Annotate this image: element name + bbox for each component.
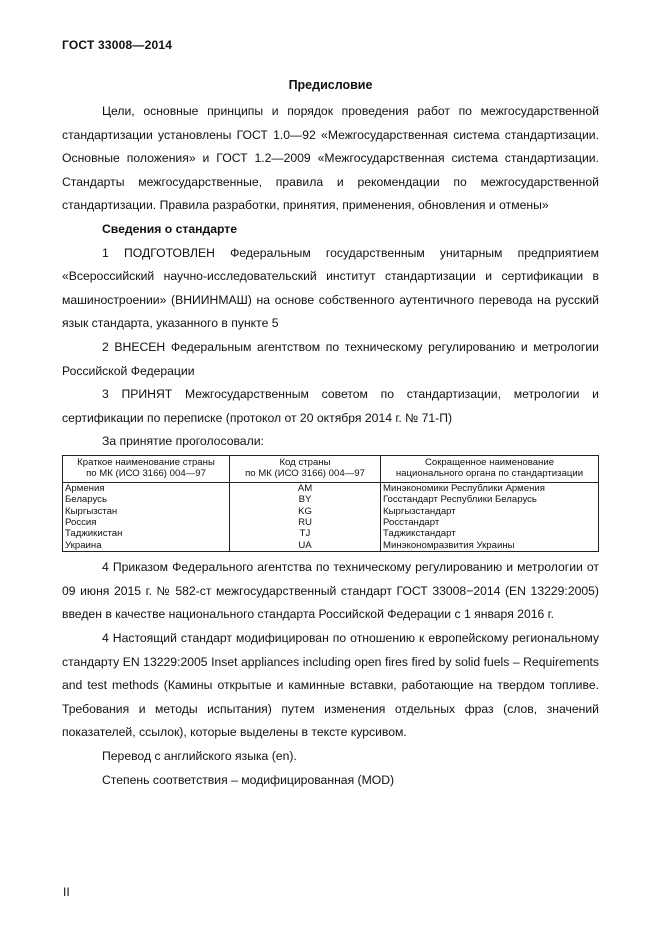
intro-paragraph: Цели, основные принципы и порядок проведения работ по межгосударственной стандартизации установлены ГОСТ 1.0—92 «Межгосударственная система стандартизации. Основные положения» и ГОСТ 1.2—2009 «Межгосударственная система стандартизации. Стандарты межгосударственные, правила и рекомендации по межгосударственной стандартизации. Правила разработки, принятия, применения, обновления и отмены» xyxy=(62,104,599,213)
country-cell: Украина xyxy=(63,540,230,552)
document-header: ГОСТ 33008—2014 xyxy=(62,38,173,52)
table-header-row xyxy=(63,455,599,482)
header-line: Сокращенное наименование xyxy=(424,456,555,468)
header-line: Код страны xyxy=(279,456,331,468)
code-cell: TJ xyxy=(230,528,381,539)
country-cell: Россия xyxy=(63,517,230,528)
table-header-code xyxy=(230,455,381,482)
translation-note: Перевод с английского языка (en). xyxy=(102,748,297,763)
voted-label: За принятие проголосовали: xyxy=(102,434,264,449)
voting-table xyxy=(62,455,599,552)
section-subheading: Сведения о стандарте xyxy=(102,221,238,236)
country-cell: Кыргызстан xyxy=(63,506,230,517)
agency-cell: Таджикстандарт xyxy=(381,528,599,539)
agency-cell: Минэкономразвития Украины xyxy=(381,540,599,552)
agency-cell: Минэкономики Республики Армения xyxy=(381,482,599,494)
table-row xyxy=(63,494,599,505)
header-line: по МК (ИСО 3166) 004—97 xyxy=(86,468,206,480)
header-line: по МК (ИСО 3166) 004—97 xyxy=(245,468,365,480)
paragraph-4: 4 Приказом Федерального агентства по техническому регулированию и метрологии от 09 июня 2015 г. № 582-ст межгосударственный стандарт ГОСТ 33008−2014 (EN 13229:2005) введен в качестве национального стандарта Российской Федерации с 1 января 2016 г. xyxy=(62,560,599,622)
country-cell: Армения xyxy=(63,482,230,494)
table-row xyxy=(63,517,599,528)
agency-cell: Росстандарт xyxy=(381,517,599,528)
code-cell: AM xyxy=(230,482,381,494)
header-line: национального органа по стандартизации xyxy=(395,468,584,480)
header-line: Краткое наименование страны xyxy=(77,456,215,468)
table-header-body xyxy=(381,455,599,482)
agency-cell: Госстандарт Республики Беларусь xyxy=(381,494,599,505)
document-body xyxy=(62,100,599,792)
code-cell: UA xyxy=(230,540,381,552)
agency-cell: Кыргызстандарт xyxy=(381,506,599,517)
conformity-degree: Степень соответствия – модифицированная (MOD) xyxy=(102,772,395,787)
table-row xyxy=(63,540,599,552)
code-cell: KG xyxy=(230,506,381,517)
paragraph-5: 4 Настоящий стандарт модифицирован по отношению к европейскому региональному стандарту EN 13229:2005 Inset appliances including open fires fired by solid fuels – Requirements and test methods (Камины открытые и каминные вставки, работающие на твердом топливе. Требования и методы испытания) путем изменения отдельных фраз (слов, значений показателей, ссылок), которые выделены в тексте курсивом. xyxy=(62,630,599,740)
country-cell: Таджикистан xyxy=(63,528,230,539)
table-row xyxy=(63,482,599,494)
code-cell: BY xyxy=(230,494,381,505)
code-cell: RU xyxy=(230,517,381,528)
paragraph-3: 3 ПРИНЯТ Межгосударственным советом по стандартизации, метрологии и сертификации по переписке (протокол от 20 октября 2014 г. № 71-П) xyxy=(62,387,599,425)
paragraph-1: 1 ПОДГОТОВЛЕН Федеральным государственным унитарным предприятием «Всероссийский научно-исследовательский институт стандартизации и сертификации в машиностроении» (ВНИИНМАШ) на основе собственного аутентичного перевода на русский язык стандарта, указанного в пункте 5 xyxy=(62,245,599,331)
page-title: Предисловие xyxy=(288,78,373,92)
table-row xyxy=(63,506,599,517)
table-row xyxy=(63,528,599,539)
table-header-country xyxy=(63,455,230,482)
page-number: II xyxy=(63,885,70,899)
country-cell: Беларусь xyxy=(63,494,230,505)
paragraph-2: 2 ВНЕСЕН Федеральным агентством по техническому регулированию и метрологии Российской Федерации xyxy=(62,339,599,378)
